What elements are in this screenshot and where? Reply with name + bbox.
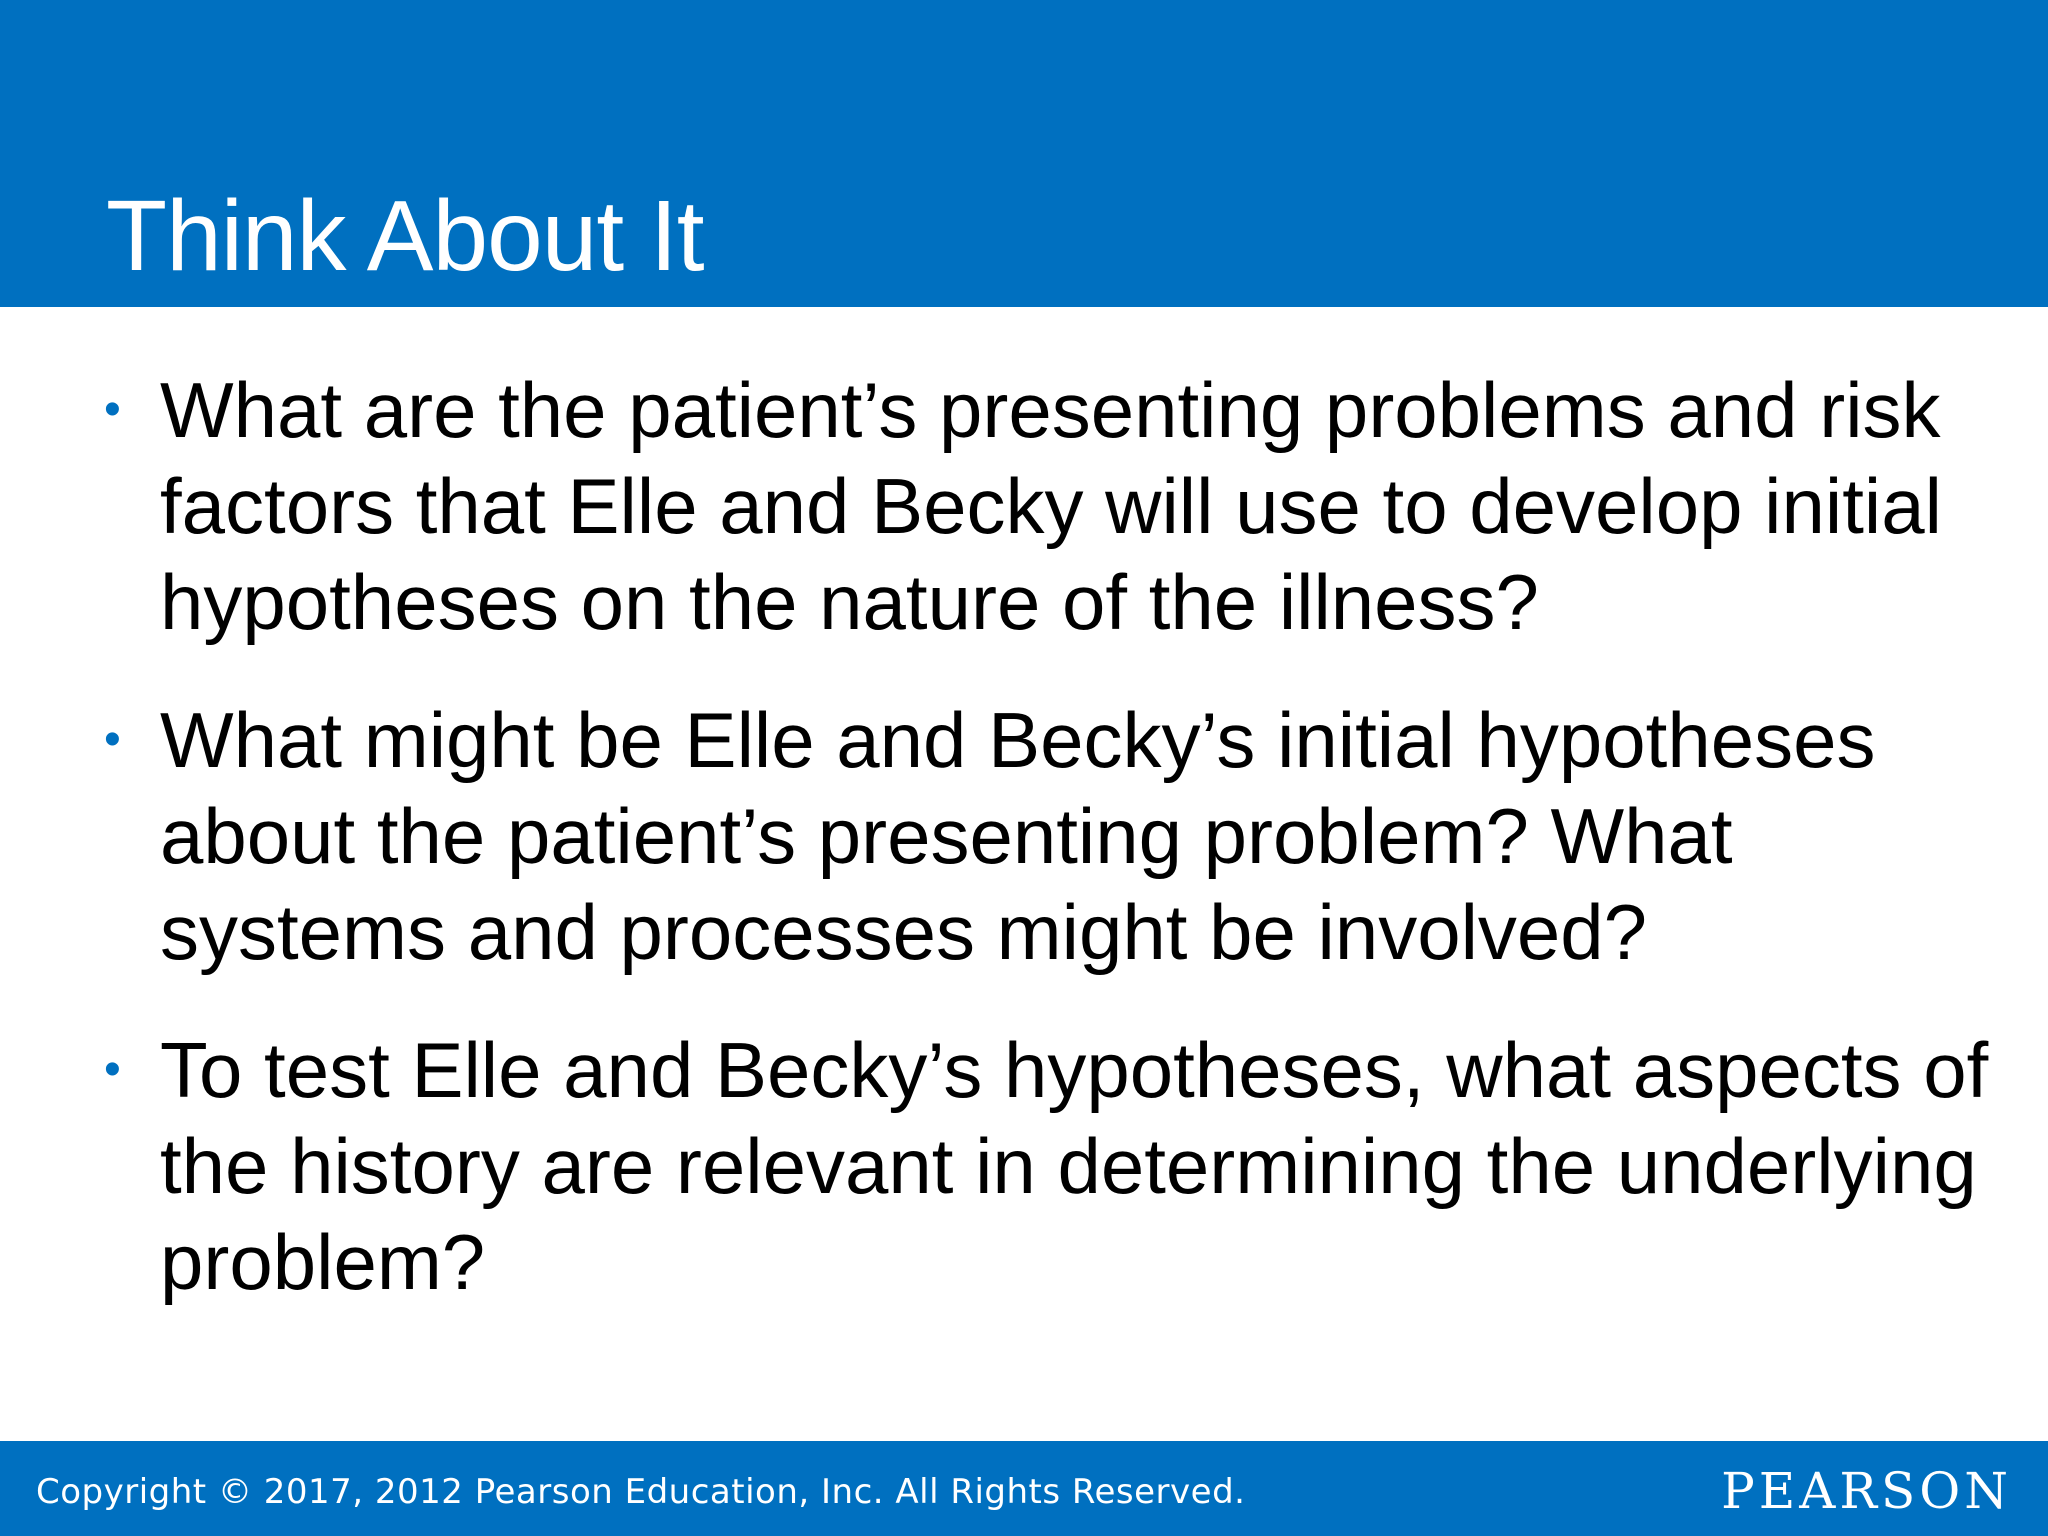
bullet-dot-icon: • xyxy=(104,1043,121,1096)
bullet-text: What are the patient’s presenting problems and risk factors that Elle and Becky will use to develop initial hypotheses on the nature of the illness? xyxy=(160,366,1942,646)
pearson-logo: PEARSON xyxy=(1721,1462,2012,1520)
bullet-text: To test Elle and Becky’s hypotheses, what aspects of the history are relevant in determining the underlying problem? xyxy=(160,1026,1989,1306)
bullet-item xyxy=(104,362,2004,650)
bullet-item xyxy=(104,692,2004,980)
bullet-item xyxy=(104,1022,2004,1310)
bullet-list xyxy=(104,362,2004,1352)
bullet-dot-icon: • xyxy=(104,383,121,436)
bullet-text: What might be Elle and Becky’s initial hypotheses about the patient’s presenting problem? What systems and processes might be involved? xyxy=(160,696,1876,976)
slide-title: Think About It xyxy=(106,180,704,292)
bullet-dot-icon: • xyxy=(104,713,121,766)
title-bar xyxy=(0,0,2048,307)
copyright-notice: Copyright © 2017, 2012 Pearson Education, Inc. All Rights Reserved. xyxy=(36,1472,1246,1512)
